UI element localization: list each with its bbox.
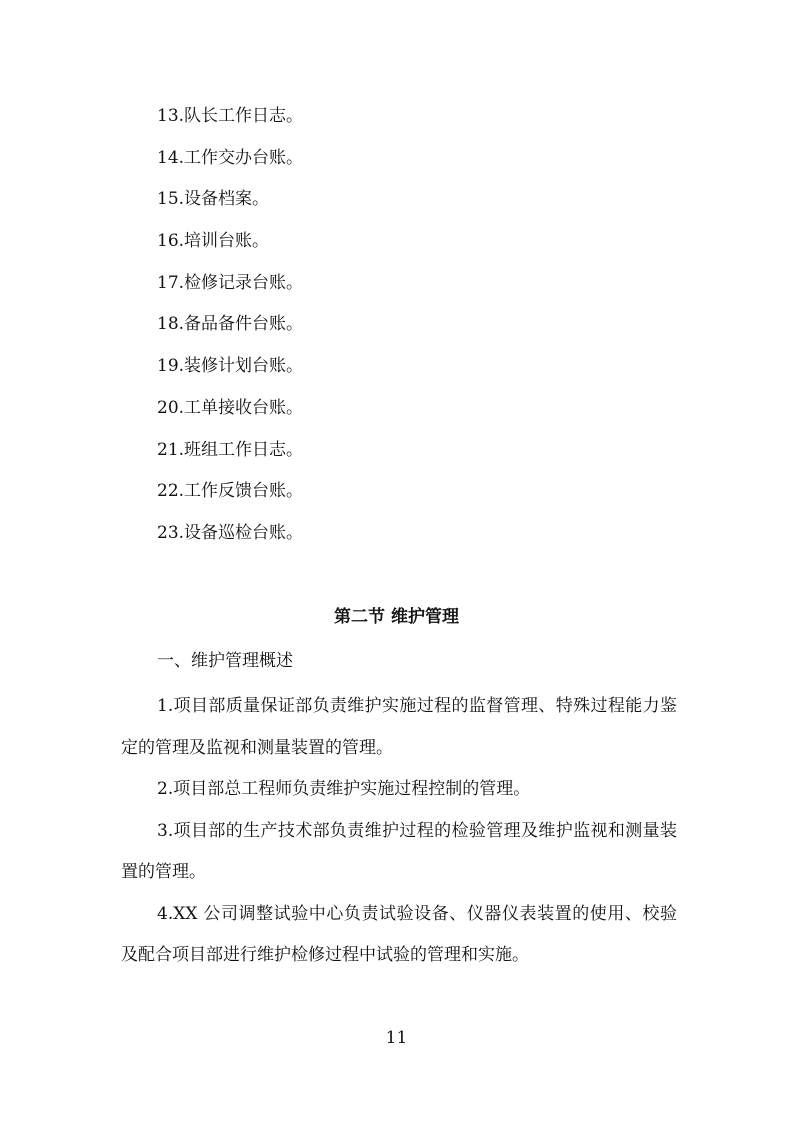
list-item: 17.检修记录台账。	[157, 272, 304, 293]
section-title: 第二节 维护管理	[334, 607, 459, 627]
body-paragraph: 2.项目部总工程师负责维护实施过程控制的管理。	[157, 779, 531, 799]
list-item: 19.装修计划台账。	[157, 356, 304, 377]
list-item: 23.设备巡检台账。	[157, 522, 304, 543]
numbered-record-list	[157, 100, 677, 559]
list-item: 20.工单接收台账。	[157, 397, 304, 418]
list-item: 18.备品备件台账。	[157, 314, 304, 335]
list-item: 15.设备档案。	[157, 189, 270, 210]
body-paragraph: 1.项目部质量保证部负责维护实施过程的监督管理、特殊过程能力鉴定的管理及监视和测量装置的管理。	[121, 696, 677, 758]
list-item: 22.工作反馈台账。	[157, 481, 304, 502]
list-item: 13.队长工作日志。	[157, 106, 304, 126]
section-subheading: 一、维护管理概述	[157, 651, 293, 671]
list-item: 21.班组工作日志。	[157, 439, 304, 460]
section-body	[121, 686, 677, 977]
body-paragraph: 4.XX 公司调整试验中心负责试验设备、仪器仪表装置的使用、校验及配合项目部进行维护检修过程中试验的管理和实施。	[121, 903, 677, 965]
page-number: 11	[385, 1028, 408, 1048]
body-paragraph: 3.项目部的生产技术部负责维护过程的检验管理及维护监视和测量装置的管理。	[121, 820, 677, 882]
list-item: 16.培训台账。	[157, 231, 270, 252]
list-item: 14.工作交办台账。	[157, 147, 304, 168]
